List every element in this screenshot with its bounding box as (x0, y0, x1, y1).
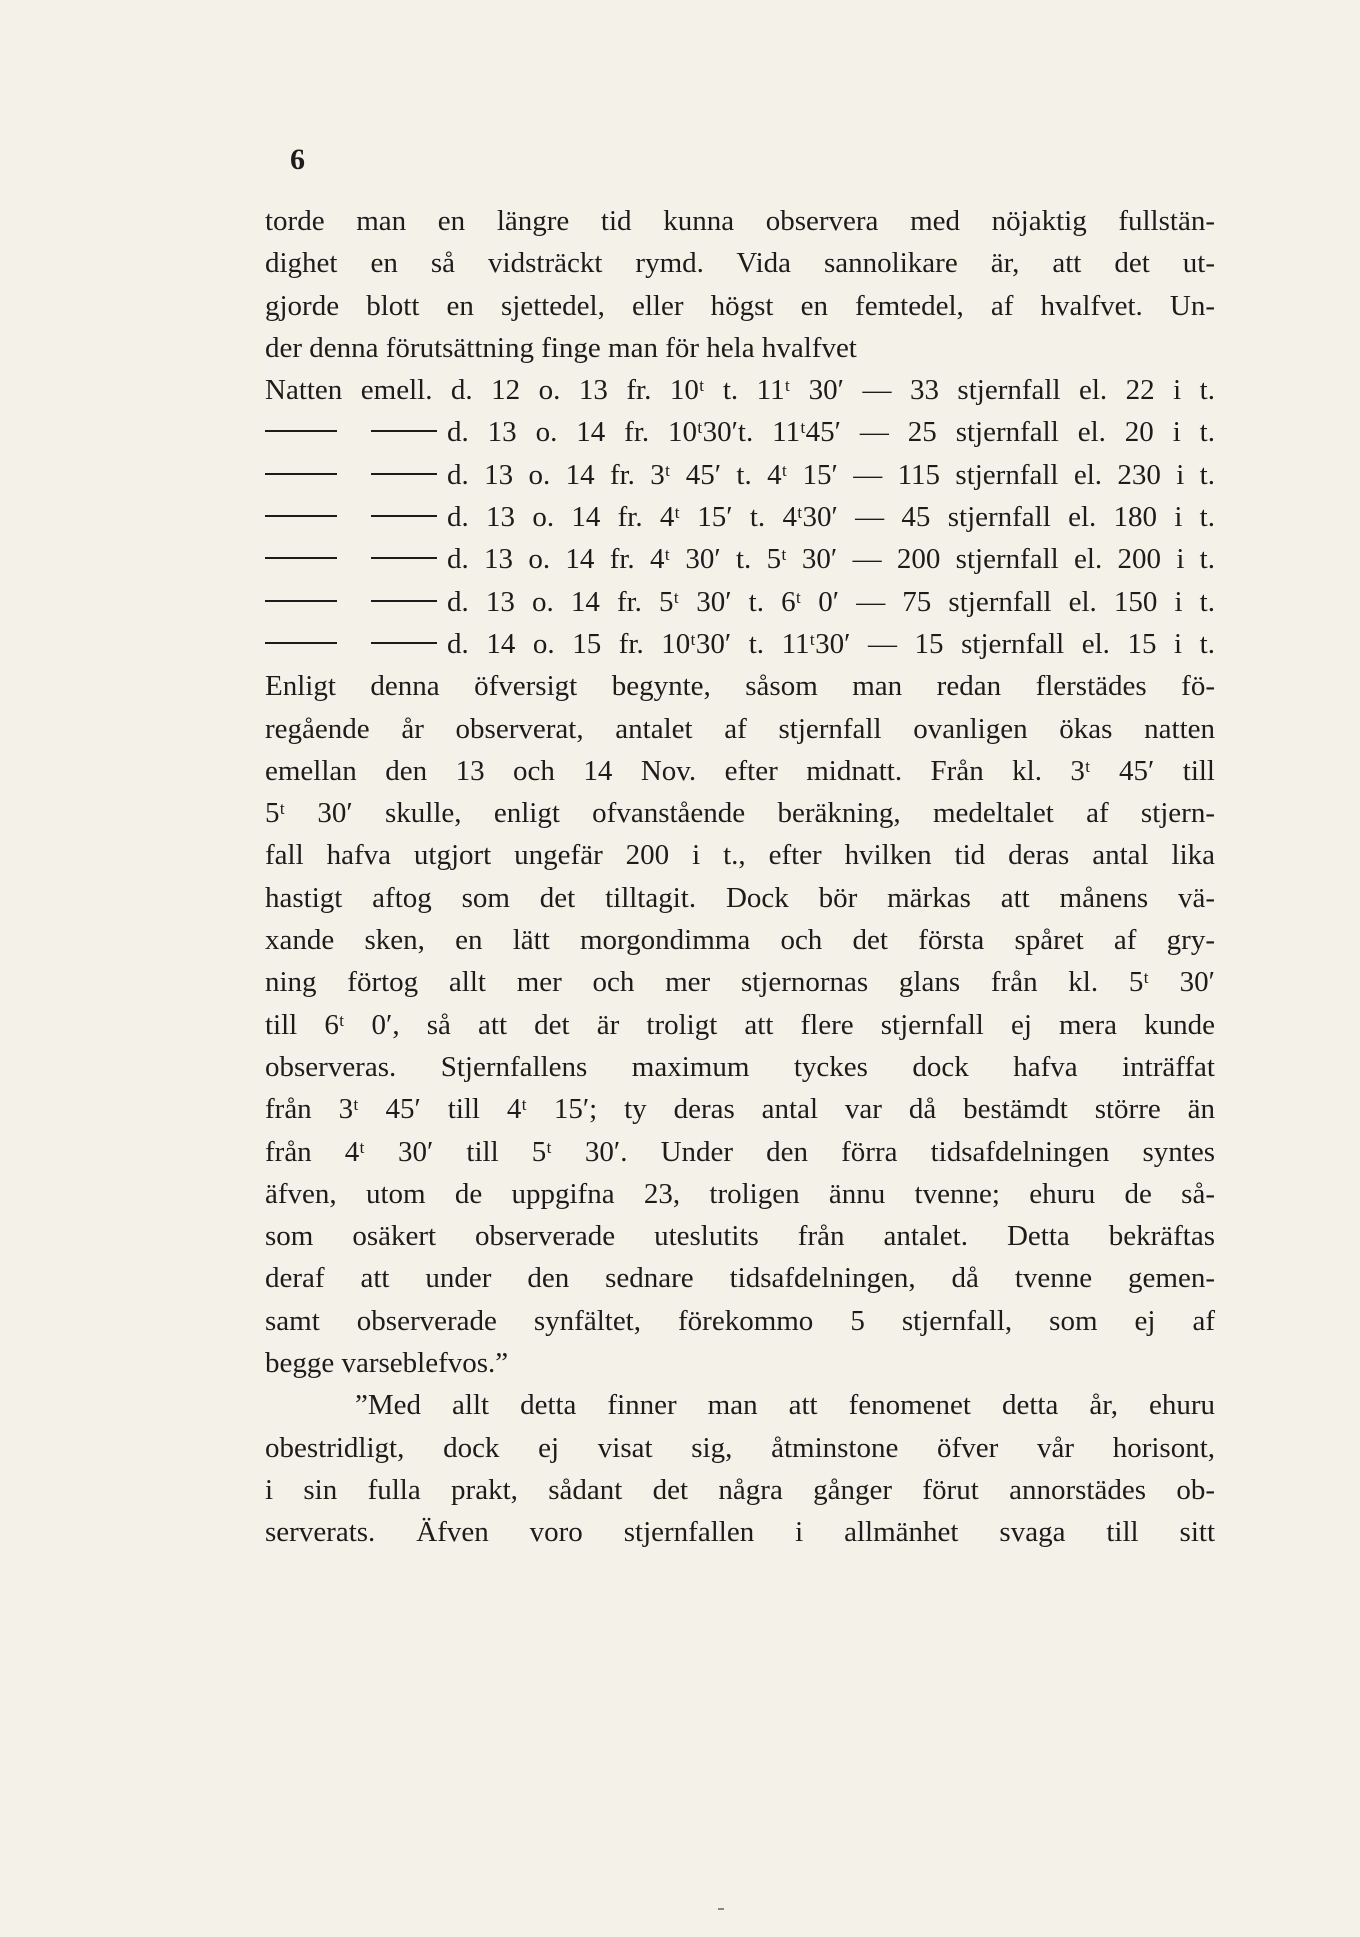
text-line: deraf att under den sednare tidsafdelningen, då tvenne gemen- (265, 1262, 1215, 1295)
text-line: obestridligt, dock ej visat sig, åtminstone öfver vår horisont, (265, 1431, 1215, 1464)
table-row (265, 496, 1215, 538)
text-line: dighet en så vidsträckt rymd. Vida sannolikare är, att det ut- (265, 247, 1215, 280)
text-line: serverats. Äfven voro stjernfallen i allmänhet svaga till sitt (265, 1516, 1215, 1549)
text-line: till 6ᵗ 0′, så att det är troligt att flere stjernfall ej mera kunde (265, 1008, 1215, 1041)
text-line: äfven, utom de uppgifna 23, troligen ännu tvenne; ehuru de så- (265, 1177, 1215, 1210)
body-text (265, 200, 1215, 1554)
text-line: i sin fulla prakt, sådant det några gånger förut annorstädes ob- (265, 1473, 1215, 1506)
ditto-marks (265, 609, 447, 611)
text-line: regående år observerat, antalet af stjernfall ovanligen ökas natten (265, 712, 1215, 745)
text-line: begge varseblefvos.” (265, 1347, 509, 1380)
ditto-marks (265, 566, 447, 568)
text-line: ”Med allt detta finner man att fenomenet detta år, ehuru (355, 1389, 1215, 1422)
print-speck (718, 1908, 724, 1910)
text-line: xande sken, en lätt morgondimma och det första spåret af gry- (265, 924, 1215, 957)
table-row-text: d. 13 o. 14 fr. 4ᵗ 15′ t. 4ᵗ30′ — 45 stjernfall el. 180 i t. (447, 501, 1215, 534)
ditto-marks (265, 651, 447, 653)
table-row (265, 454, 1215, 496)
table-row-text: d. 14 o. 15 fr. 10ᵗ30′ t. 11ᵗ30′ — 15 stjernfall el. 15 i t. (447, 627, 1215, 660)
text-line: der denna förutsättning finge man för hela hvalfvet (265, 331, 857, 364)
table-row-text: d. 13 o. 14 fr. 4ᵗ 30′ t. 5ᵗ 30′ — 200 stjernfall el. 200 i t. (447, 543, 1215, 576)
ditto-marks (265, 439, 447, 441)
text-line: från 4ᵗ 30′ till 5ᵗ 30′. Under den förra tidsafdelningen syntes (265, 1135, 1215, 1168)
text-line: observeras. Stjernfallens maximum tyckes dock hafva inträffat (265, 1050, 1215, 1083)
text-line: Enligt denna öfversigt begynte, såsom man redan flerstädes fö- (265, 670, 1215, 703)
table-row-text: d. 13 o. 14 fr. 3ᵗ 45′ t. 4ᵗ 15′ — 115 stjernfall el. 230 i t. (447, 458, 1215, 491)
ditto-marks (265, 524, 447, 526)
table-row-text: d. 13 o. 14 fr. 10ᵗ30′t. 11ᵗ45′ — 25 stjernfall el. 20 i t. (447, 416, 1215, 449)
text-line: ning förtog allt mer och mer stjernornas glans från kl. 5ᵗ 30′ (265, 966, 1215, 999)
text-line: gjorde blott en sjettedel, eller högst en femtedel, af hvalfvet. Un- (265, 289, 1215, 322)
table-row-text: Natten emell. d. 12 o. 13 fr. 10ᵗ t. 11ᵗ 30′ — 33 stjernfall el. 22 i t. (265, 374, 1215, 407)
text-line: 5ᵗ 30′ skulle, enligt ofvanstående beräkning, medeltalet af stjern- (265, 797, 1215, 830)
table-row-text: d. 13 o. 14 fr. 5ᵗ 30′ t. 6ᵗ 0′ — 75 stjernfall el. 150 i t. (447, 585, 1215, 618)
table-row (265, 581, 1215, 623)
text-line: emellan den 13 och 14 Nov. efter midnatt. Från kl. 3ᵗ 45′ till (265, 754, 1215, 787)
table-row (265, 411, 1215, 453)
ditto-marks (265, 482, 447, 484)
text-line: samt observerade synfältet, förekommo 5 stjernfall, som ej af (265, 1304, 1215, 1337)
table-row (265, 538, 1215, 580)
text-line: som osäkert observerade uteslutits från antalet. Detta bekräftas (265, 1220, 1215, 1253)
text-line: från 3ᵗ 45′ till 4ᵗ 15′; ty deras antal var då bestämdt större än (265, 1093, 1215, 1126)
text-line: fall hafva utgjort ungefär 200 i t., efter hvilken tid deras antal lika (265, 839, 1215, 872)
text-line: torde man en längre tid kunna observera med nöjaktig fullstän- (265, 205, 1215, 237)
table-row (265, 623, 1215, 665)
page-number: 6 (290, 143, 305, 176)
table-row (265, 369, 1215, 411)
text-line: hastigt aftog som det tilltagit. Dock bör märkas att månens vä- (265, 881, 1215, 914)
